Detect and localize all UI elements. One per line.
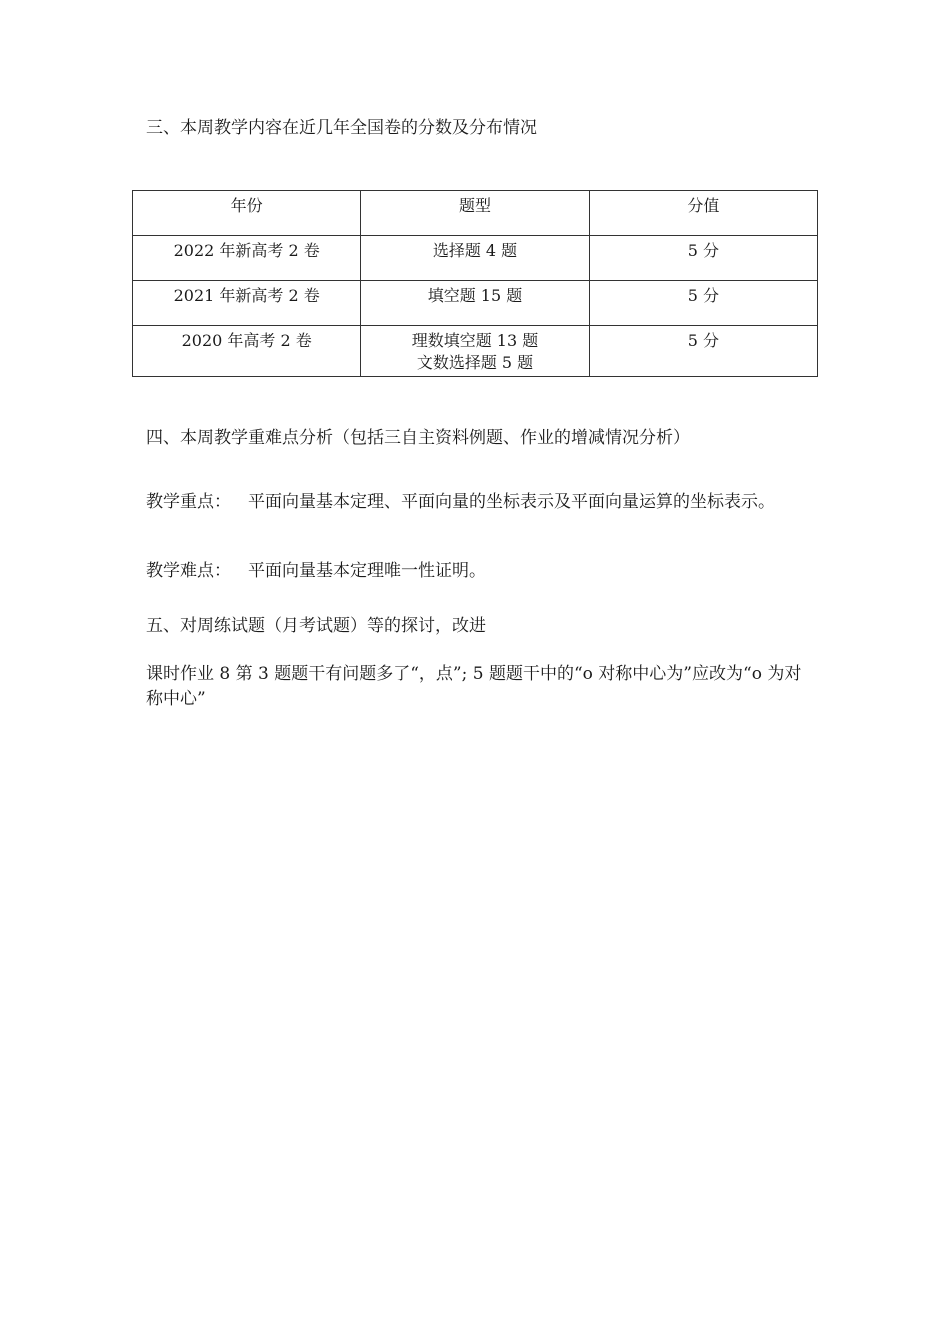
section-3-heading: 三、本周教学内容在近几年全国卷的分数及分布情况 [146,118,537,138]
key-points-paragraph [146,484,816,521]
difficult-points-text: 平面向量基本定理唯一性证明。 [248,561,486,581]
exam-score-table [132,190,818,377]
header-type: 题型 [361,191,589,236]
section-5-text: 课时作业 8 第 3 题题干有问题多了“，点”; 5 题题干中的“o 对称中心为”应改为“o 为对称中心” [146,664,802,709]
difficult-points-label: 教学难点： [146,561,231,581]
cell-score: 5 分 [589,281,817,326]
cell-score: 5 分 [589,236,817,281]
cell-type-line: 填空题 15 题 [427,286,523,305]
cell-type-line: 理数填空题 13 题 [411,331,539,350]
cell-type [361,281,589,326]
cell-year: 2020 年高考 2 卷 [133,326,361,377]
cell-year: 2022 年新高考 2 卷 [133,236,361,281]
section-4-heading: 四、本周教学重难点分析（包括三自主资料例题、作业的增减情况分析） [146,428,690,448]
cell-type [361,326,589,377]
cell-type-line: 文数选择题 5 题 [416,353,534,372]
table-header-row [133,191,818,236]
cell-year: 2021 年新高考 2 卷 [133,281,361,326]
difficult-points-paragraph [146,559,816,583]
cell-score: 5 分 [589,326,817,377]
key-points-text: 平面向量基本定理、平面向量的坐标表示及平面向量运算的坐标表示。 [248,492,775,512]
section-5-heading: 五、对周练试题（月考试题）等的探讨，改进 [146,616,486,636]
table-row [133,236,818,281]
table-row [133,326,818,377]
cell-type-line: 选择题 4 题 [432,241,518,260]
cell-type [361,236,589,281]
header-year: 年份 [133,191,361,236]
header-score: 分值 [589,191,817,236]
table-row [133,281,818,326]
key-points-label: 教学重点： [146,492,231,512]
